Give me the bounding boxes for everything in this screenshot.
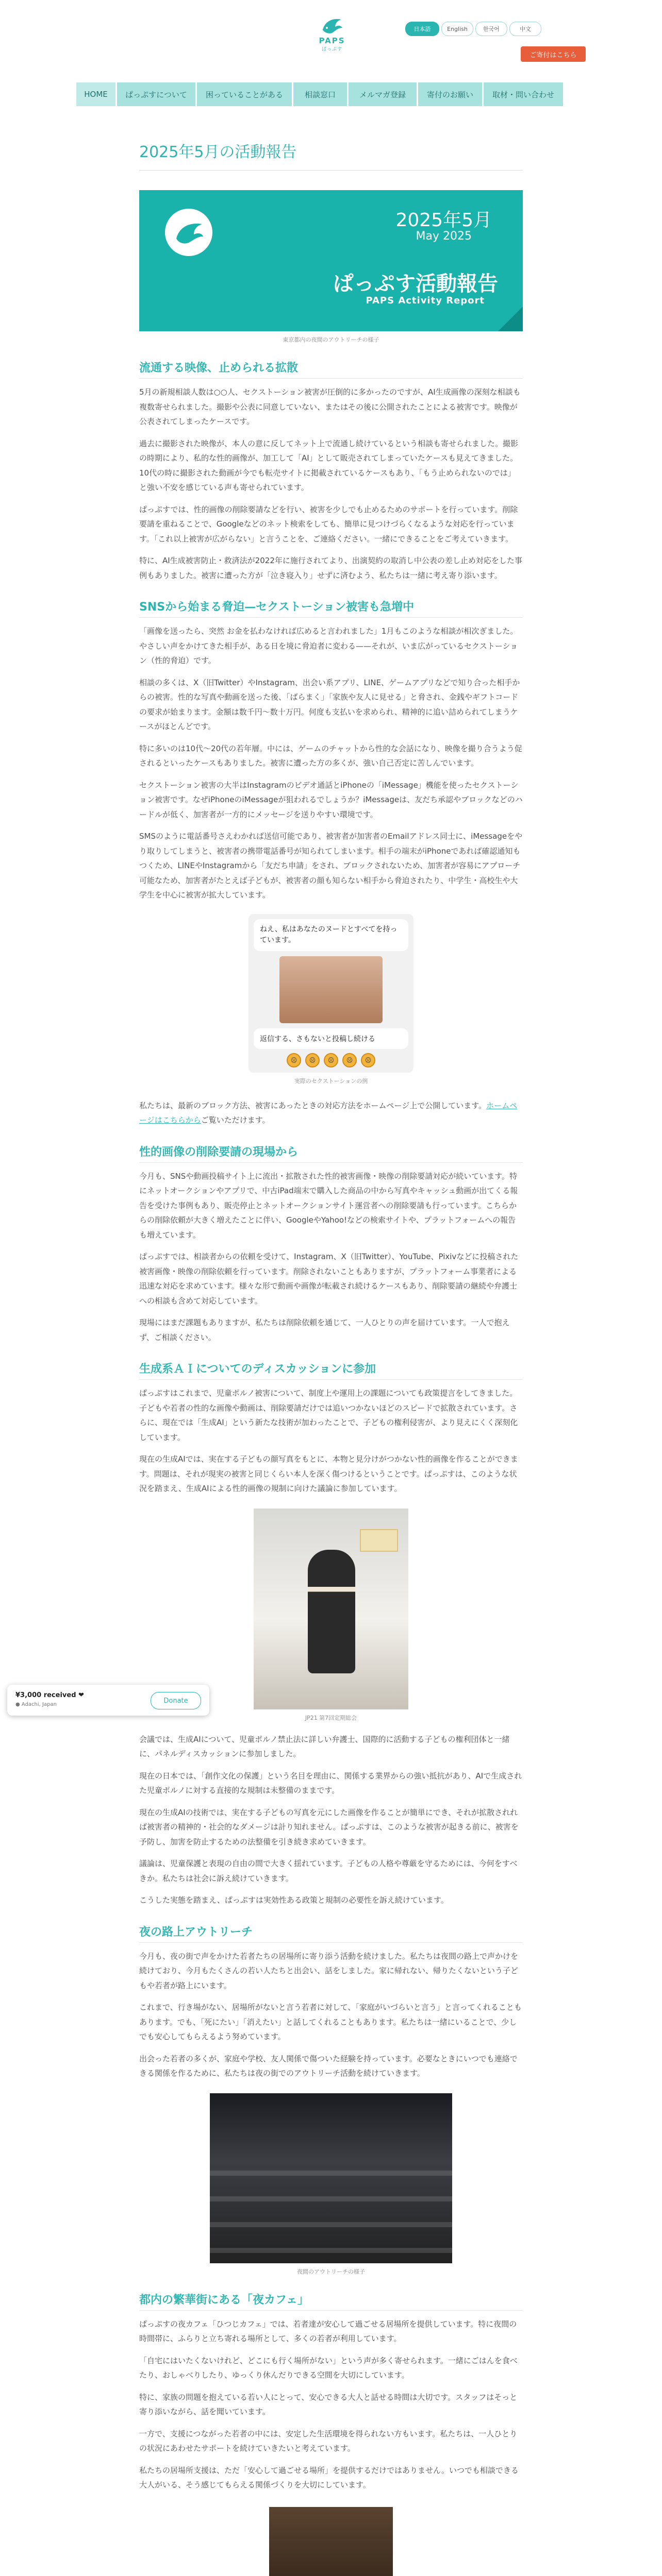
paragraph xyxy=(139,1098,523,1128)
page-fold-decoration xyxy=(498,307,523,331)
hero-date-ja: 2025年5月 xyxy=(395,210,492,231)
event-photo-caption: JP21 第7回定期総会 xyxy=(305,1714,357,1721)
stair-step xyxy=(210,2196,452,2201)
hero-subtitle: PAPS Activity Report xyxy=(366,295,485,306)
brand-name: PAPS xyxy=(319,36,345,45)
paragraph: SMSのように電話番号さえわかれば送信可能であり、被害者が加害者のEmailアドレス同士に、iMessageをやり取りしてしまうと、被害者の携帯電話番号が知られてしまいます。相手の端末がiPhoneであれば確認通知もつくため、LINEやInstagramから「友だち申請」をされ、ブロックされないため、加害者が容易にアプローチ可能なため、加害者がたとえば子どもが、被害者の顔も知らない相手から脅迫されたり、中学生・高校生や大学生を中心に被害が拡大しています。 xyxy=(139,832,523,900)
speaker-figure xyxy=(308,1550,355,1673)
angry-emoji-icon: ☹ xyxy=(287,1053,301,1067)
article xyxy=(139,139,523,2576)
paragraph: 現場にはまだ課題もありますが、私たちは削除依頼を通じて、一人ひとりの声を届けています。一人で抱えず、ご相談ください。 xyxy=(139,1318,510,1342)
hero-banner xyxy=(139,190,523,331)
paragraph: 特に多いのは10代〜20代の若年層。中には、ゲームのチャットから性的な会話になり、映像を撮り合うよう促されるといったケースもありました。被害に遭った方の多くが、強い自己否定に苦しんでいます。 xyxy=(139,743,522,768)
nav-newsletter[interactable]: メルマガ登録 xyxy=(349,82,417,106)
section-heading: 夜の路上アウトリーチ xyxy=(139,1923,523,1943)
brand-sub: ぱっぷす xyxy=(321,47,342,52)
paragraph-text: 私たちは、最新のブロック方法、被害にあったときの対応方法をホームページ上で公開しています。 xyxy=(139,1100,487,1110)
paragraph: 「自宅にはいたくないけれど、どこにも行く場所がない」という声が多く寄せられます。一緒にごはんを食べたり、おしゃべりしたり、ゆっくり休んだりできる空間を大切にしています。 xyxy=(139,2355,518,2380)
stair-step xyxy=(210,2248,452,2253)
lang-english[interactable]: English xyxy=(441,22,473,36)
paragraph: 現在の生成AIでは、実在する子どもの顔写真をもとに、本物と見分けがつかない性的画像を作ることができます。問題は、それが現実の被害と同じくらい本人を深く傷つけるということです。ぱっぷすは、このような状況を踏まえ、生成AIによる性的画像の規制に向けた議論に参加しています。 xyxy=(139,1454,518,1493)
paragraph: 私たちの居場所支援は、ただ「安心して過ごせる場所」を提供するだけではありません。いつでも相談できる大人がいる、そう感じてもらえる関係づくりを大切にしています。 xyxy=(139,2465,519,2489)
nav-consultation[interactable]: 相談窓口 xyxy=(293,82,347,106)
stair-step xyxy=(210,2222,452,2227)
nav-about[interactable]: ぱっぷすについて xyxy=(117,82,195,106)
paragraph: 特に、家族の問題を抱えている若い人にとって、安心できる大人と話せる時間は大切です。スタッフはそっと寄り添いながら、話を聞いています。 xyxy=(139,2392,518,2416)
angry-emoji-icon: ☹ xyxy=(324,1053,338,1067)
section-heading: 性的画像の削除要請の現場から xyxy=(139,1143,523,1163)
section-heading: SNSから始まる脅迫—セクストーション被害も急増中 xyxy=(139,598,523,618)
paragraph-tail: ご覧いただけます。 xyxy=(201,1115,270,1125)
donation-notification xyxy=(7,1685,209,1716)
paragraph: 現在の生成AIの技術では、実在する子どもの写真を元にした画像を作ることが簡単にでき、それが拡散されれば被害者の精神的・社会的なダメージは計り知れません。ぱっぷすは、このような被害が起きる前に、被害を予防し、加害を防止するための法整備を引き続き求めていきます。 xyxy=(139,1807,519,1846)
outreach-photo-caption: 夜間のアウトリーチの様子 xyxy=(297,2268,365,2275)
event-photo xyxy=(254,1509,408,1709)
paragraph: セクストーション被害の大半はInstagramのビデオ通話とiPhoneの「iMessage」機能を使ったセクストーション被害です。なぜiPhoneのiMessageが狙われるでしょうか？iMessageは、友だち承認やブロックなどのハードルが低く、加害者が一方的にメッセージを送りやすい環境です。 xyxy=(139,780,523,819)
lang-japanese[interactable]: 日本語 xyxy=(405,22,439,36)
hero-caption: 東京都内の夜間のアウトリーチの様子 xyxy=(283,336,379,343)
chat-message: ねえ、私はあなたのヌードとすべてを持っています。 xyxy=(254,919,408,951)
paragraph: ぱっぷすでは、相談者からの依頼を受けて、Instagram、X（旧Twitter）、YouTube、Pixivなどに投稿された被害画像・映像の削除依頼を行っています。削除されないこともありますが、プラットフォーム事業者による迅速な対応を求めています。様々な形で動画や画像が転載され続けるケースもあり、削除要請の継続や弁護士への相談も含めて対応しています。 xyxy=(139,1252,519,1306)
donor-location: ● Adachi, Japan xyxy=(15,1702,57,1707)
chat-message: 返信する、さもないと投稿し続ける xyxy=(254,1028,408,1049)
paragraph: 相談の多くは、X（旧Twitter）やInstagram、出会い系アプリ、LINE、ゲームアプリなどで知り合った相手からの被害。性的な写真や動画を送った後、「ばらまく」「家族や友人に見せる」と脅され、金銭やギフトコードの要求が始まります。金額は数千円〜数十万円。何度も支払いを求められ、精神的に追い詰められてしまうケースがほとんどです。 xyxy=(139,677,520,731)
nav-contact[interactable]: 取材・問い合わせ xyxy=(484,82,563,106)
paragraph: 今月も、夜の街で声をかけた若者たちの居場所に寄り添う活動を続けました。私たちは夜間の路上で声かけを続けており、今月もたくさんの若い人たちと出会い、話をしました。家に帰れない、帰りたくないという子どもや若者が路上にいます。 xyxy=(139,1951,519,1990)
donate-widget-button[interactable]: Donate xyxy=(151,1692,201,1709)
paragraph: 「画像を送ったら、突然 お金を払わなければ広めると言われました」1月もこのような相談が相次ぎました。やさしい声をかけてきた相手が、ある日を境に脅迫者に変わる——それが、いま広がっているセクストーション（性的脅迫）です。 xyxy=(139,626,518,665)
paragraph: 5月の新規相談人数は○○人、セクストーション被害が圧倒的に多かったのですが、AI生成画像の深刻な相談も複数寄せられました。撮影や公表に同意していない、またはその後に公開されたことによる被害です。映像が公表されてしまったケースです。 xyxy=(139,387,521,426)
paragraph: 会議では、生成AIについて、児童ポルノ禁止法に詳しい弁護士、国際的に活動する子どもの権利団体と一緒に、パネルディスカッションに参加しました。 xyxy=(139,1734,510,1758)
chat-caption: 実際のセクストーションの例 xyxy=(294,1077,368,1084)
language-switcher xyxy=(405,22,541,36)
emoji-row xyxy=(254,1053,408,1067)
lang-korean[interactable]: 한국어 xyxy=(475,22,507,36)
paragraph: ぱっぷすでは、性的画像の削除要請などを行い、被害を少しでも止めるためのサポートを行っています。削除要請を重ねることで、Googleなどのネット検索をしても、簡単に見つけづらくなるような対応を行っています。「これ以上被害が広がらない」と言うことを、ご連絡ください。一緒にできることをご考えていきます。 xyxy=(139,504,518,544)
paragraph: 過去に撮影された映像が、本人の意に反してネット上で流通し続けているという相談も寄せられました。撮影の時期により、私的な性的画像が、加工して「AI」として販売されてしまっていたケースも見えてきました。10代の時に撮影された動画が今でも転売サイトに掲載されているケースもあり、「もう止められないのでは」と強い不安を感じている声も寄せられています。 xyxy=(139,438,519,492)
paragraph: 現在の日本では、「創作文化の保護」という名目を理由に、関係する業界からの強い抵抗があり、AIで生成された児童ポルノに対する直接的な規制は未整備のままです。 xyxy=(139,1771,522,1795)
paragraph: ぱっぷすはこれまで、児童ポルノ被害について、制度上や運用上の課題についても政策提言をしてきました。子どもや若者の性的な画像や動画は、削除要請だけでは追いつかないほどのスピードで拡散されています。さらに、現在では「生成AI」という新たな技術が加わったことで、子どもの権利侵害が、より見えにくく深刻化しています。 xyxy=(139,1388,518,1442)
donation-amount: ¥3,000 received ❤ xyxy=(15,1691,84,1699)
paragraph: 今月も、SNSや動画投稿サイト上に流出・拡散された性的被害画像・映像の削除要請対応が続いています。特にネットオークションやアプリで、中古iPad端末で購入した商品の中から写真やキャッシュ動画が出てくる報告を受けた事例もあり、販売停止とネットオークションサイト運営者への削除要請も行っています。こちらからの削除依頼が大きく増えたことに伴い、GoogleやYahoo!などの検索サイトや、プラットフォームへの報告も増えています。 xyxy=(139,1171,518,1240)
bird-logo-icon xyxy=(165,209,212,256)
homepage-link[interactable]: ホームページはこちらから xyxy=(139,1100,518,1125)
paragraph: 一方で、支援につながった若者の中には、安定した生活環境を得られない方もいます。私たちは、一人ひとりの状況にあわせたサポートを続けていきたいと考えています。 xyxy=(139,2429,518,2453)
site-header xyxy=(0,0,662,108)
page-title: 2025年5月の活動報告 xyxy=(139,139,523,171)
bird-logo-icon xyxy=(320,15,344,36)
chat-screenshot xyxy=(249,914,413,1073)
cafe-photo xyxy=(269,2507,393,2576)
stair-step xyxy=(210,2171,452,2176)
donate-button[interactable]: ご寄付はこちら xyxy=(521,46,586,62)
outreach-photo xyxy=(210,2093,452,2263)
lang-chinese[interactable]: 中文 xyxy=(509,22,541,36)
venue-sign xyxy=(360,1529,398,1552)
paragraph: 議論は、児童保護と表現の自由の間で大きく揺れています。子どもの人格や尊厳を守るためには、今何をすべきか。私たちは社会に訴え続けていきます。 xyxy=(139,1859,518,1883)
main-nav xyxy=(76,82,563,106)
angry-emoji-icon: ☹ xyxy=(361,1053,375,1067)
nav-home[interactable]: HOME xyxy=(76,82,115,106)
section-heading: 生成系ＡＩについてのディスカッションに参加 xyxy=(139,1360,523,1380)
paragraph: これまで、行き場がない、居場所がないと言う若者に対して、「家庭がいづらいと言う」と言ってくれることもあります。でも、「死にたい」「消えたい」と話してくれることもあります。私たちは一緒にいることで、少しでも安心してもらえるよう努めています。 xyxy=(139,2003,522,2041)
section-heading: 都内の繁華街にある「夜カフェ」 xyxy=(139,2291,523,2311)
hero-date-en: May 2025 xyxy=(416,229,472,243)
section-heading: 流通する映像、止められる拡散 xyxy=(139,359,523,379)
paragraph: 特に、AI生成被害防止・救済法が2022年に施行されてより、出演契約の取消し中公表の差し止め対応をした事例もありました。被害に遭った方が「泣き寝入り」せずに済むよう、私たちは一緒に考え寄り添います。 xyxy=(139,556,522,580)
nav-trouble[interactable]: 困っていることがある xyxy=(197,82,292,106)
chat-photo xyxy=(279,956,383,1023)
paragraph: ぱっぷすの夜カフェ「ひつじカフェ」では、若者達が安心して過ごせる居場所を提供しています。特に夜間の時間帯に、ふらりと立ち寄れる場所として、多くの若者が利用しています。 xyxy=(139,2319,517,2343)
nav-donation[interactable]: 寄付のお願い xyxy=(418,82,482,106)
site-logo[interactable] xyxy=(301,15,363,52)
paragraph: 出会った若者の多くが、家庭や学校、友人関係で傷ついた経験を持っています。必要なときにいつでも連絡できる関係を作るために、私たちは夜の街でのアウトリーチ活動を続けていきます。 xyxy=(139,2054,518,2078)
paragraph: こうした実態を踏まえ、ぱっぷすは実効性ある政策と規制の必要性を訴え続けています。 xyxy=(139,1895,449,1905)
angry-emoji-icon: ☹ xyxy=(305,1053,320,1067)
angry-emoji-icon: ☹ xyxy=(342,1053,357,1067)
hero-date xyxy=(395,211,492,242)
hero-title: ぱっぷす活動報告 xyxy=(333,272,498,296)
